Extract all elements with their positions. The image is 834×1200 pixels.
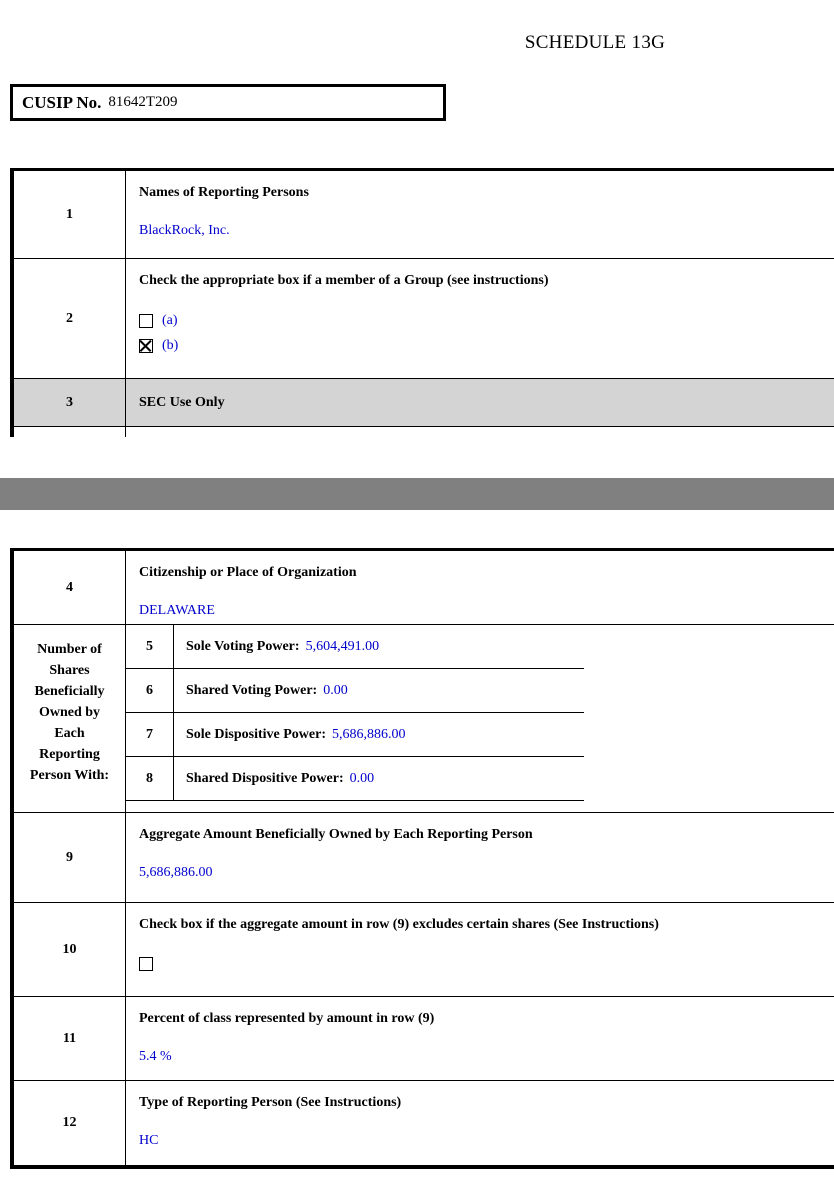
row-type-of-reporting-person	[14, 1081, 834, 1165]
row-sole-dispositive-power	[126, 713, 584, 757]
checkbox-b-icon	[139, 339, 153, 353]
checkbox-b-label: (b)	[162, 338, 179, 353]
row-label: Type of Reporting Person (See Instructions)	[139, 1095, 402, 1110]
shared-voting-power-value: 0.00	[323, 682, 348, 698]
excludes-shares-checkbox-icon	[139, 957, 153, 971]
row-number	[14, 427, 126, 437]
page-title: SCHEDULE 13G	[524, 32, 666, 53]
row-number: 2	[14, 259, 126, 378]
row-number: 1	[14, 171, 126, 258]
reporting-persons-table-top	[10, 168, 834, 437]
row-label: Check the appropriate box if a member of a Group (see instructions)	[139, 273, 549, 288]
row-excludes-certain-shares	[14, 903, 834, 997]
reporting-person-name: BlackRock, Inc.	[139, 223, 230, 238]
row-percent-of-class	[14, 997, 834, 1081]
cusip-label: CUSIP No.	[22, 92, 102, 112]
percent-of-class-value: 5.4 %	[139, 1049, 172, 1064]
row-number: 9	[14, 813, 126, 902]
row-sole-voting-power	[126, 625, 584, 669]
row-label: Shared Voting Power:	[186, 682, 318, 698]
sole-dispositive-power-value: 5,686,886.00	[331, 726, 406, 742]
group-option-b	[139, 338, 834, 354]
checkbox-a-icon	[139, 314, 153, 328]
rows-shares-beneficially-owned	[14, 625, 834, 813]
row-number: 4	[14, 551, 126, 624]
citizenship-value: DELAWARE	[139, 603, 215, 618]
row-label: Sole Dispositive Power:	[186, 726, 326, 742]
row-label: Names of Reporting Persons	[139, 185, 309, 200]
row-cut-by-page-break	[14, 427, 834, 437]
row-label: Percent of class represented by amount in row (9)	[139, 1011, 435, 1026]
row-aggregate-amount	[14, 813, 834, 903]
excludes-shares-checkbox-line	[139, 957, 834, 976]
row-number: 6	[126, 669, 174, 712]
shares-owned-body	[126, 625, 834, 812]
row-label: Shared Dispositive Power:	[186, 770, 344, 786]
row-label: Check box if the aggregate amount in row (9) excludes certain shares (See Instructions)	[139, 917, 659, 932]
sole-voting-power-value: 5,604,491.00	[305, 638, 380, 654]
row-label: Citizenship or Place of Organization	[139, 565, 357, 580]
row-label: SEC Use Only	[139, 394, 225, 410]
cusip-box	[10, 84, 446, 121]
row-number: 3	[14, 379, 126, 426]
row-shared-dispositive-power	[126, 757, 584, 801]
reporting-person-type-value: HC	[139, 1133, 159, 1148]
row-number: 11	[14, 997, 126, 1080]
row-label: Sole Voting Power:	[186, 638, 300, 654]
checkbox-a-label: (a)	[162, 313, 178, 328]
row-group-member-check	[14, 259, 834, 379]
aggregate-amount-value: 5,686,886.00	[139, 865, 213, 880]
shared-dispositive-power-value: 0.00	[349, 770, 375, 786]
row-citizenship	[14, 551, 834, 625]
row-label: Aggregate Amount Beneficially Owned by Each Reporting Person	[139, 827, 533, 842]
row-number: 12	[14, 1081, 126, 1165]
row-names-of-reporting-persons	[14, 171, 834, 259]
group-option-a	[139, 313, 834, 329]
row-sec-use-only	[14, 379, 834, 427]
row-number: 8	[126, 757, 174, 800]
shares-owned-header: Number of Shares Beneficially Owned by Each Reporting Person With:	[14, 625, 126, 812]
row-number: 10	[14, 903, 126, 996]
row-number: 7	[126, 713, 174, 756]
reporting-persons-table-bottom	[10, 548, 834, 1169]
row-number: 5	[126, 625, 174, 668]
row-shared-voting-power	[126, 669, 584, 713]
page-break-bar	[0, 478, 834, 510]
cusip-number: 81642T209	[108, 94, 178, 110]
